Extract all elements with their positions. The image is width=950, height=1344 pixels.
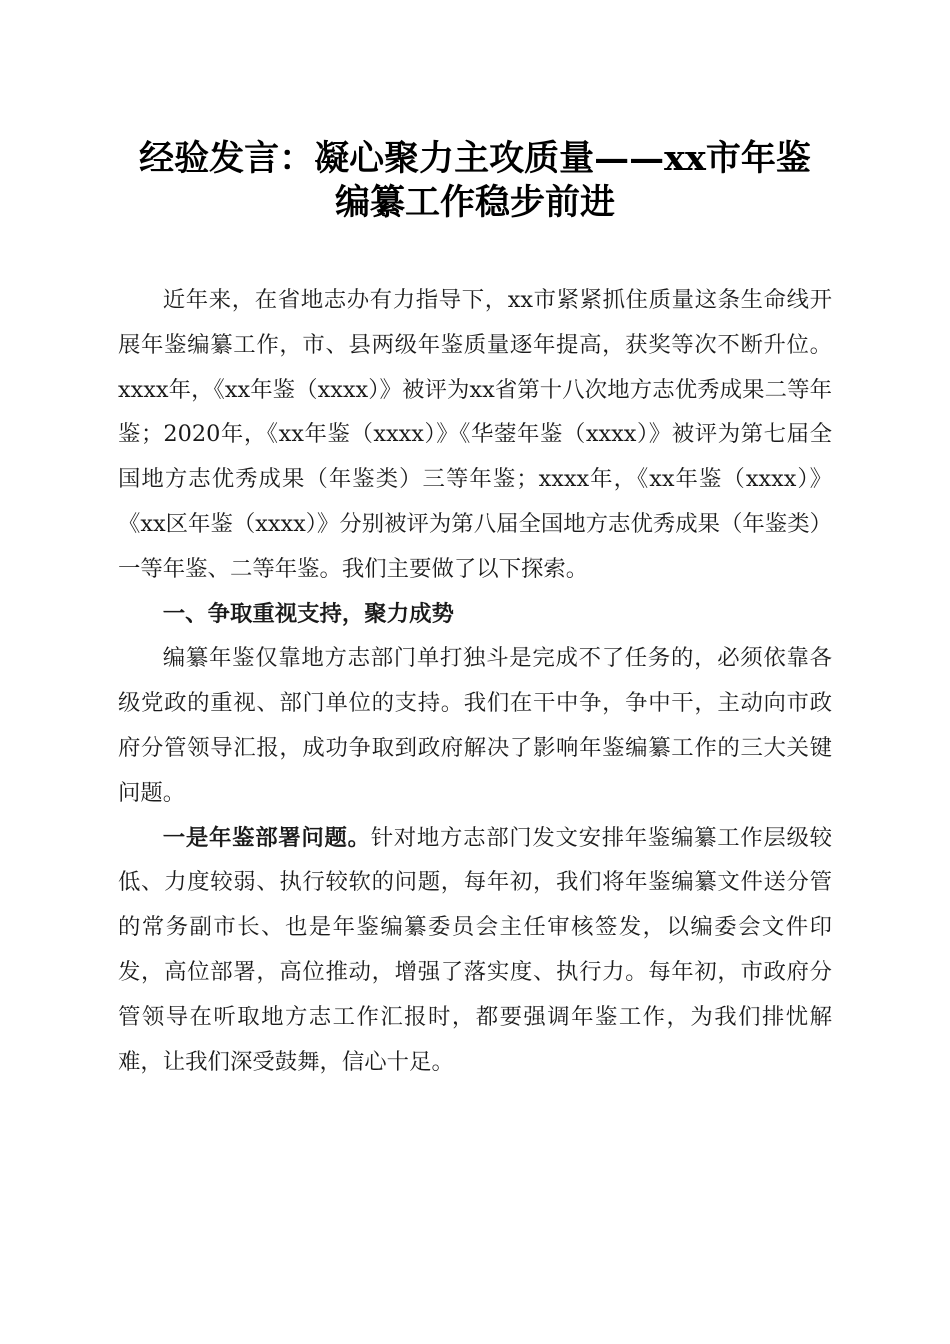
title-line-1: 经验发言：凝心聚力主攻质量——xx市年鉴 xyxy=(139,138,811,179)
section-1-paragraph: 编纂年鉴仅靠地方志部门单打独斗是完成不了任务的，必须依靠各级党政的重视、部门单位的支持。我们在干中争，争中干，主动向市政府分管领导汇报，成功争取到政府解决了影响年鉴编纂工作的三大关键问题。 xyxy=(118,645,832,806)
title-line-2: 编纂工作稳步前进 xyxy=(334,182,615,223)
point-1-lead: 一是年鉴部署问题。 xyxy=(162,824,371,851)
intro-paragraph: 近年来，在省地志办有力指导下，xx市紧紧抓住质量这条生命线开展年鉴编纂工作，市、县两级年鉴质量逐年提高，获奖等次不断升位。xxxx年，《xx年鉴（xxxx）》被评为xx省第十八次地方志优秀成果二等年鉴；2020年，《xx年鉴（xxxx）》《华蓥年鉴（xxxx）》被评为第七届全国地方志优秀成果（年鉴类）三等年鉴；xxxx年，《xx年鉴（xxxx）》《xx区年鉴（xxxx）》分别被评为第八届全国地方志优秀成果（年鉴类）一等年鉴、二等年鉴。我们主要做了以下探索。 xyxy=(118,287,832,582)
point-1-text: 针对地方志部门发文安排年鉴编纂工作层级较低、力度较弱、执行较软的问题，每年初，我们将年鉴编纂文件送分管的常务副市长、也是年鉴编纂委员会主任审核签发，以编委会文件印发，高位部署，高位推动，增强了落实度、执行力。每年初，市政府分管领导在听取地方志工作汇报时，都要强调年鉴工作，为我们排忧解难，让我们深受鼓舞，信心十足。 xyxy=(118,824,833,1075)
document-body xyxy=(118,278,832,1084)
document-title xyxy=(100,137,850,225)
point-1-paragraph xyxy=(118,816,832,1085)
section-1-heading: 一、争取重视支持，聚力成势 xyxy=(162,600,454,627)
